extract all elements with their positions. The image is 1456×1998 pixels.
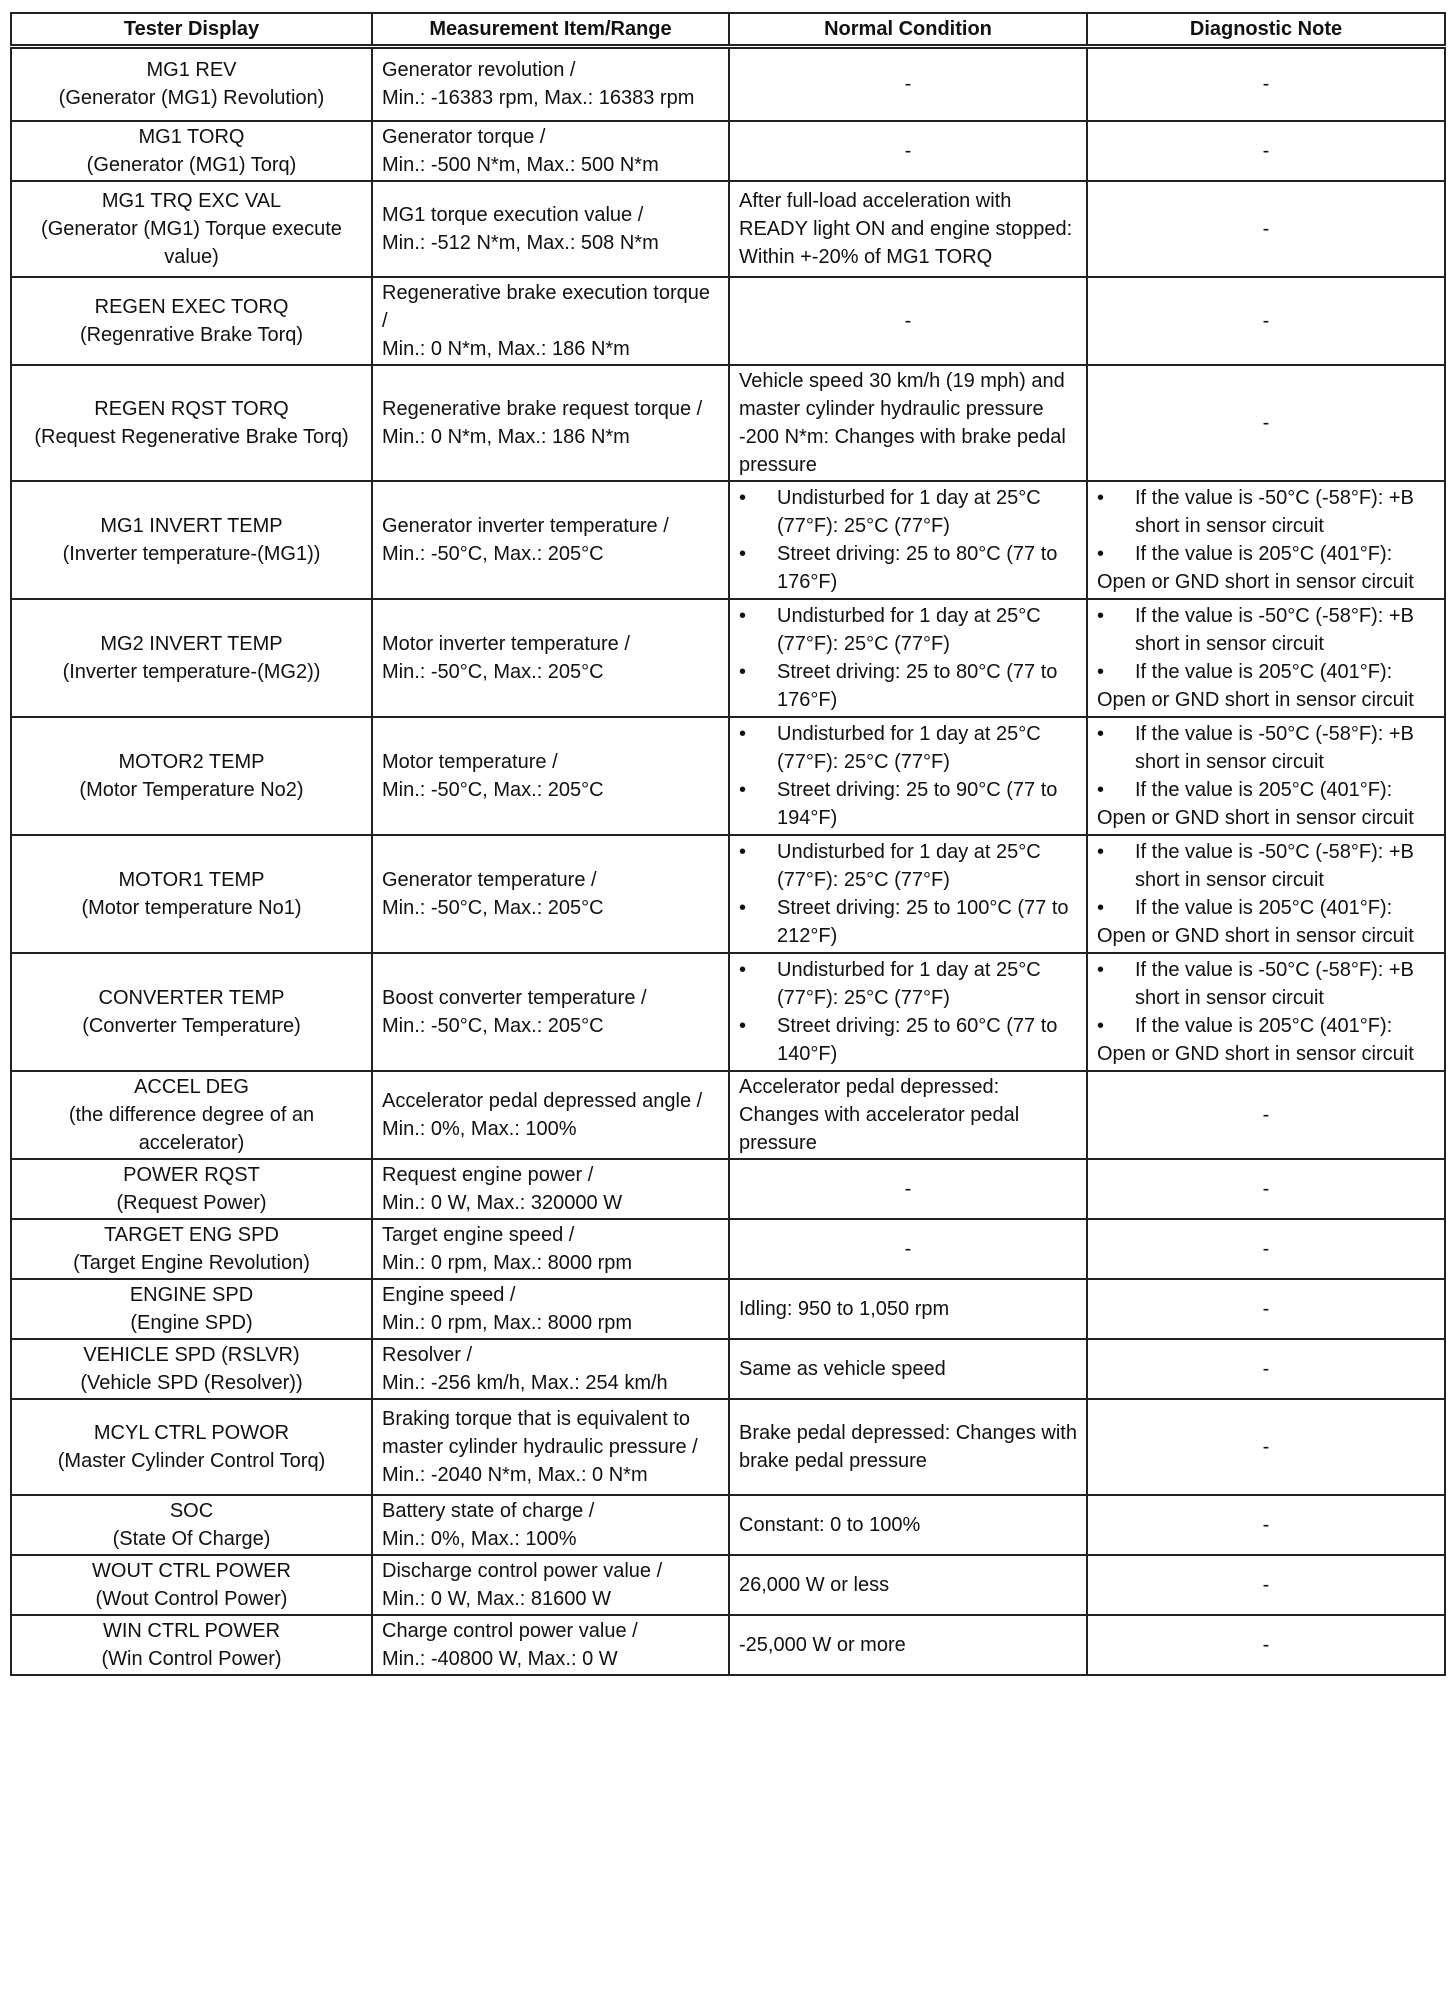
normal-condition-bullet-item [739,838,1077,894]
diagnostic-note-text: - [1262,1177,1270,1200]
bullet-mark: • [739,958,747,981]
bullet-mark: • [1097,958,1105,981]
tester-display-cell [11,277,372,365]
measurement-item: Resolver / [382,1343,473,1366]
tester-display-code: ENGINE SPD [129,1283,254,1306]
measurement-range-cell [372,835,729,953]
table-row [11,835,1445,953]
diagnostic-note-cell [1087,181,1445,277]
normal-condition-cell [729,1159,1087,1219]
tester-display-code: MOTOR1 TEMP [118,868,265,891]
measurement-range-cell [372,365,729,481]
diagnostic-note-text: - [1262,411,1270,434]
diagnostic-note-bullet-item [1097,602,1435,658]
measurement-range-cell [372,1399,729,1495]
measurement-range: Min.: 0 rpm, Max.: 8000 rpm [382,1311,633,1334]
diagnostic-note-text: If the value is -50°C (-58°F): +B short in sensor circuit [1135,840,1414,891]
measurement-item: Regenerative brake request torque / [382,397,703,420]
diagnostic-note-cell [1087,1219,1445,1279]
tester-display-description: (State Of Charge) [112,1527,271,1550]
measurement-item: Motor inverter temperature / [382,632,630,655]
bullet-mark: • [1097,896,1105,919]
tester-display-description: (Request Regenerative Brake Torq) [34,425,349,448]
tester-display-description: (Request Power) [116,1191,267,1214]
tester-display-code: MG2 INVERT TEMP [100,632,283,655]
normal-condition-bullet-item [739,602,1077,658]
tester-display-description: (Vehicle SPD (Resolver)) [80,1371,303,1394]
measurement-range-cell [372,121,729,181]
measurement-range: Min.: -50°C, Max.: 205°C [382,542,604,565]
normal-condition-bullet-item [739,776,1077,832]
tester-display-description: (Engine SPD) [130,1311,253,1334]
document-page [10,12,1444,1676]
diagnostic-note-text: If the value is -50°C (-58°F): +B short in sensor circuit [1135,958,1414,1009]
diagnostic-note-cell [1087,1399,1445,1495]
tester-display-description: (Master Cylinder Control Torq) [57,1449,326,1472]
tester-display-description: (Inverter temperature-(MG2)) [62,660,321,683]
diagnostic-note-cell [1087,1555,1445,1615]
measurement-item: Discharge control power value / [382,1559,663,1582]
normal-condition-text: Accelerator pedal depressed: Changes with accelerator pedal pressure [739,1075,1020,1154]
normal-condition-cell [729,1339,1087,1399]
normal-condition-cell [729,1555,1087,1615]
normal-condition-text: - [904,1177,912,1200]
table-row [11,181,1445,277]
tester-display-description: (Inverter temperature-(MG1)) [62,542,321,565]
measurement-range-cell [372,1159,729,1219]
table-row [11,1071,1445,1159]
tester-display-cell [11,1219,372,1279]
diagnostic-note-cell [1087,47,1445,121]
bullet-mark: • [739,604,747,627]
normal-condition-bullet-item [739,658,1077,714]
tester-display-code: SOC [169,1499,214,1522]
tester-display-cell [11,1495,372,1555]
diagnostic-note-text: - [1262,1435,1270,1458]
measurement-item: Boost converter temperature / [382,986,647,1009]
bullet-mark: • [739,542,747,565]
normal-condition-text: Constant: 0 to 100% [739,1513,921,1536]
table-row [11,277,1445,365]
diagnostic-note-bullet-item [1097,540,1435,596]
measurement-item: Braking torque that is equivalent to master cylinder hydraulic pressure / [382,1407,698,1458]
tester-display-code: MOTOR2 TEMP [118,750,265,773]
table-row [11,1219,1445,1279]
table-row [11,599,1445,717]
header-tester-display: Tester Display [11,13,372,47]
table-row [11,1399,1445,1495]
bullet-mark: • [739,1014,747,1037]
tester-display-description: (the difference degree of an accelerator) [68,1103,315,1154]
tester-display-code: MCYL CTRL POWOR [93,1421,290,1444]
tester-display-code: VEHICLE SPD (RSLVR) [83,1343,300,1366]
diagnostic-note-bullet-item [1097,720,1435,776]
normal-condition-text: - [904,139,912,162]
measurement-range-cell [372,1615,729,1675]
tester-display-code: REGEN RQST TORQ [94,397,289,420]
diagnostic-note-cell [1087,1495,1445,1555]
diagnostic-note-text: If the value is 205°C (401°F): Open or GND short in sensor circuit [1097,778,1414,829]
tester-display-cell [11,47,372,121]
measurement-range-cell [372,599,729,717]
bullet-mark: • [1097,660,1105,683]
normal-condition-cell [729,121,1087,181]
measurement-item: Generator torque / [382,125,546,148]
normal-condition-cell [729,599,1087,717]
diagnostic-note-bullet-item [1097,894,1435,950]
measurement-range-cell [372,481,729,599]
diagnostic-note-text: If the value is -50°C (-58°F): +B short in sensor circuit [1135,722,1414,773]
table-row [11,1339,1445,1399]
normal-condition-cell [729,1399,1087,1495]
table-row [11,1159,1445,1219]
table-row [11,481,1445,599]
normal-condition-text: Street driving: 25 to 80°C (77 to 176°F) [777,542,1058,593]
normal-condition-text: 26,000 W or less [739,1573,890,1596]
diagnostic-note-bullet-item [1097,776,1435,832]
header-measurement-range: Measurement Item/Range [372,13,729,47]
normal-condition-text: Brake pedal depressed: Changes with brake pedal pressure [739,1421,1077,1472]
diagnostic-note-text: - [1262,1297,1270,1320]
bullet-mark: • [1097,840,1105,863]
normal-condition-cell [729,47,1087,121]
diagnostic-note-text: If the value is 205°C (401°F): Open or GND short in sensor circuit [1097,542,1414,593]
table-row [11,1495,1445,1555]
bullet-mark: • [739,778,747,801]
tester-display-cell [11,1399,372,1495]
tester-display-cell [11,599,372,717]
tester-display-code: MG1 INVERT TEMP [100,514,283,537]
tester-display-description: (Generator (MG1) Torque execute value) [41,217,342,268]
tester-display-cell [11,953,372,1071]
normal-condition-cell [729,181,1087,277]
normal-condition-bullet-item [739,894,1077,950]
measurement-range-cell [372,1071,729,1159]
normal-condition-cell [729,1071,1087,1159]
tester-display-description: (Win Control Power) [101,1647,282,1670]
measurement-range: Min.: 0 N*m, Max.: 186 N*m [382,425,630,448]
normal-condition-bullet-item [739,956,1077,1012]
bullet-mark: • [1097,778,1105,801]
normal-condition-bullet-item [739,540,1077,596]
measurement-item: Target engine speed / [382,1223,575,1246]
bullet-mark: • [1097,1014,1105,1037]
diagnostic-note-text: If the value is 205°C (401°F): Open or GND short in sensor circuit [1097,1014,1414,1065]
tester-display-cell [11,1159,372,1219]
normal-condition-text: Street driving: 25 to 100°C (77 to 212°F) [777,896,1069,947]
normal-condition-cell [729,1219,1087,1279]
measurement-range: Min.: -40800 W, Max.: 0 W [382,1647,618,1670]
diagnostic-note-bullet-item [1097,658,1435,714]
tester-display-description: (Motor Temperature No2) [79,778,304,801]
measurement-range: Min.: -50°C, Max.: 205°C [382,778,604,801]
table-row [11,365,1445,481]
measurement-range: Min.: 0 W, Max.: 81600 W [382,1587,611,1610]
tester-display-description: (Converter Temperature) [82,1014,301,1037]
diagnostic-note-cell [1087,277,1445,365]
tester-display-code: TARGET ENG SPD [104,1223,279,1246]
measurement-range-cell [372,953,729,1071]
measurement-range: Min.: -50°C, Max.: 205°C [382,1014,604,1037]
bullet-mark: • [739,722,747,745]
normal-condition-text: Same as vehicle speed [739,1357,946,1380]
diagnostic-note-text: - [1262,139,1270,162]
tester-display-description: (Generator (MG1) Torq) [86,153,297,176]
diagnostic-note-cell [1087,365,1445,481]
normal-condition-bullet-item [739,720,1077,776]
measurement-item: Charge control power value / [382,1619,638,1642]
tester-display-code: MG1 REV [146,59,237,82]
tester-display-cell [11,365,372,481]
tester-display-description: (Wout Control Power) [95,1587,288,1610]
bullet-mark: • [739,660,747,683]
measurement-item: Request engine power / [382,1163,594,1186]
header-diagnostic-note: Diagnostic Note [1087,13,1445,47]
measurement-range: Min.: -2040 N*m, Max.: 0 N*m [382,1463,648,1486]
bullet-mark: • [739,486,747,509]
diagnostic-note-bullet-item [1097,484,1435,540]
measurement-item: Accelerator pedal depressed angle / [382,1089,703,1112]
tester-display-cell [11,1555,372,1615]
normal-condition-text: Street driving: 25 to 60°C (77 to 140°F) [777,1014,1058,1065]
diagnostic-note-cell [1087,599,1445,717]
normal-condition-text: -25,000 W or more [739,1633,906,1656]
diagnostic-note-bullet-item [1097,838,1435,894]
normal-condition-cell [729,1279,1087,1339]
tester-display-code: MG1 TRQ EXC VAL [101,189,282,212]
tester-display-description: (Generator (MG1) Revolution) [58,87,325,110]
normal-condition-cell [729,481,1087,599]
measurement-item: Generator inverter temperature / [382,514,669,537]
normal-condition-text: Undisturbed for 1 day at 25°C (77°F): 25°C (77°F) [777,840,1041,891]
table-row [11,717,1445,835]
table-row [11,1615,1445,1675]
bullet-mark: • [1097,604,1105,627]
measurement-range: Min.: 0%, Max.: 100% [382,1527,577,1550]
normal-condition-bullet-item [739,1012,1077,1068]
tester-display-cell [11,835,372,953]
measurement-range: Min.: 0 rpm, Max.: 8000 rpm [382,1251,633,1274]
diagnostic-note-text: - [1262,217,1270,240]
diagnostic-note-cell [1087,717,1445,835]
measurement-range: Min.: 0 W, Max.: 320000 W [382,1191,623,1214]
measurement-range: Min.: -16383 rpm, Max.: 16383 rpm [382,87,695,110]
normal-condition-cell [729,835,1087,953]
diagnostic-note-cell [1087,1339,1445,1399]
measurement-range-cell [372,1219,729,1279]
header-normal-condition: Normal Condition [729,13,1087,47]
normal-condition-bullet-item [739,484,1077,540]
normal-condition-text: Vehicle speed 30 km/h (19 mph) and master cylinder hydraulic pressure -200 N*m: Changes with brake pedal pressure [739,369,1066,476]
tester-display-cell [11,481,372,599]
tester-display-code: POWER RQST [123,1163,260,1186]
diagnostic-note-cell [1087,1071,1445,1159]
measurement-range-cell [372,47,729,121]
normal-condition-cell [729,277,1087,365]
tester-display-code: ACCEL DEG [134,1075,249,1098]
tester-display-cell [11,1615,372,1675]
measurement-range: Min.: -512 N*m, Max.: 508 N*m [382,231,659,254]
diagnostic-note-text: - [1262,1237,1270,1260]
diagnostic-note-text: If the value is 205°C (401°F): Open or GND short in sensor circuit [1097,660,1414,711]
diagnostic-note-text: If the value is -50°C (-58°F): +B short in sensor circuit [1135,604,1414,655]
bullet-mark: • [1097,722,1105,745]
normal-condition-cell [729,717,1087,835]
measurement-range-cell [372,1339,729,1399]
normal-condition-text: Undisturbed for 1 day at 25°C (77°F): 25°C (77°F) [777,604,1041,655]
measurement-range: Min.: -50°C, Max.: 205°C [382,660,604,683]
table-body [11,47,1445,1675]
measurement-range-cell [372,717,729,835]
diagnostic-note-text: If the value is -50°C (-58°F): +B short in sensor circuit [1135,486,1414,537]
tester-display-code: REGEN EXEC TORQ [94,295,289,318]
tester-display-cell [11,181,372,277]
tester-display-code: WOUT CTRL POWER [92,1559,291,1582]
tester-display-cell [11,1071,372,1159]
diagnostic-note-cell [1087,1159,1445,1219]
diagnostic-note-bullet-item [1097,956,1435,1012]
header-row [11,13,1445,47]
diagnostic-note-cell [1087,953,1445,1071]
tester-display-description: (Regenrative Brake Torq) [79,323,304,346]
normal-condition-text: Undisturbed for 1 day at 25°C (77°F): 25°C (77°F) [777,486,1041,537]
diagnostic-note-cell [1087,835,1445,953]
measurement-range-cell [372,181,729,277]
measurement-item: Regenerative brake execution torque / [382,281,710,332]
normal-condition-cell [729,365,1087,481]
measurement-item: Generator temperature / [382,868,597,891]
normal-condition-text: - [904,73,912,96]
normal-condition-cell [729,1615,1087,1675]
tester-display-cell [11,1279,372,1339]
diagnostic-note-text: - [1262,73,1270,96]
normal-condition-text: Street driving: 25 to 90°C (77 to 194°F) [777,778,1058,829]
measurement-range: Min.: -500 N*m, Max.: 500 N*m [382,153,659,176]
table-row [11,47,1445,121]
measurement-range: Min.: -256 km/h, Max.: 254 km/h [382,1371,668,1394]
diagnostic-note-text: If the value is 205°C (401°F): Open or GND short in sensor circuit [1097,896,1414,947]
measurement-item: Engine speed / [382,1283,516,1306]
diagnostic-note-cell [1087,1279,1445,1339]
measurement-item: MG1 torque execution value / [382,203,644,226]
table-row [11,1279,1445,1339]
table-row [11,953,1445,1071]
measurement-range: Min.: 0 N*m, Max.: 186 N*m [382,337,630,360]
measurement-range: Min.: 0%, Max.: 100% [382,1117,577,1140]
tester-display-code: CONVERTER TEMP [98,986,285,1009]
table-row [11,1555,1445,1615]
diagnostic-note-cell [1087,1615,1445,1675]
normal-condition-text: Street driving: 25 to 80°C (77 to 176°F) [777,660,1058,711]
measurement-range: Min.: -50°C, Max.: 205°C [382,896,604,919]
measurement-item: Generator revolution / [382,59,576,82]
normal-condition-text: Idling: 950 to 1,050 rpm [739,1297,950,1320]
normal-condition-cell [729,953,1087,1071]
tester-display-description: (Target Engine Revolution) [73,1251,310,1274]
tester-display-description: (Motor temperature No1) [81,896,302,919]
normal-condition-text: - [904,309,912,332]
normal-condition-text: Undisturbed for 1 day at 25°C (77°F): 25°C (77°F) [777,958,1041,1009]
measurement-range-cell [372,277,729,365]
bullet-mark: • [1097,486,1105,509]
tester-display-code: MG1 TORQ [138,125,245,148]
measurement-item: Motor temperature / [382,750,558,773]
measurement-range-cell [372,1555,729,1615]
tester-display-code: WIN CTRL POWER [102,1619,281,1642]
bullet-mark: • [739,840,747,863]
diagnostic-note-text: - [1262,1103,1270,1126]
tester-display-cell [11,1339,372,1399]
normal-condition-text: After full-load acceleration with READY light ON and engine stopped: Within +-20% of MG1 TORQ [739,189,1073,268]
diagnostic-note-text: - [1262,1513,1270,1536]
diagnostic-note-cell [1087,481,1445,599]
normal-condition-text: - [904,1237,912,1260]
normal-condition-cell [729,1495,1087,1555]
bullet-mark: • [739,896,747,919]
diagnostic-note-text: - [1262,309,1270,332]
measurement-item: Battery state of charge / [382,1499,595,1522]
table-row [11,121,1445,181]
tester-display-cell [11,121,372,181]
measurement-range-cell [372,1495,729,1555]
diagnostic-note-bullet-item [1097,1012,1435,1068]
measurement-range-cell [372,1279,729,1339]
normal-condition-text: Undisturbed for 1 day at 25°C (77°F): 25°C (77°F) [777,722,1041,773]
diagnostic-note-cell [1087,121,1445,181]
diagnostic-note-text: - [1262,1357,1270,1380]
tester-display-cell [11,717,372,835]
diagnostic-note-text: - [1262,1573,1270,1596]
diagnostic-note-text: - [1262,1633,1270,1656]
bullet-mark: • [1097,542,1105,565]
data-list-table [10,12,1446,1676]
